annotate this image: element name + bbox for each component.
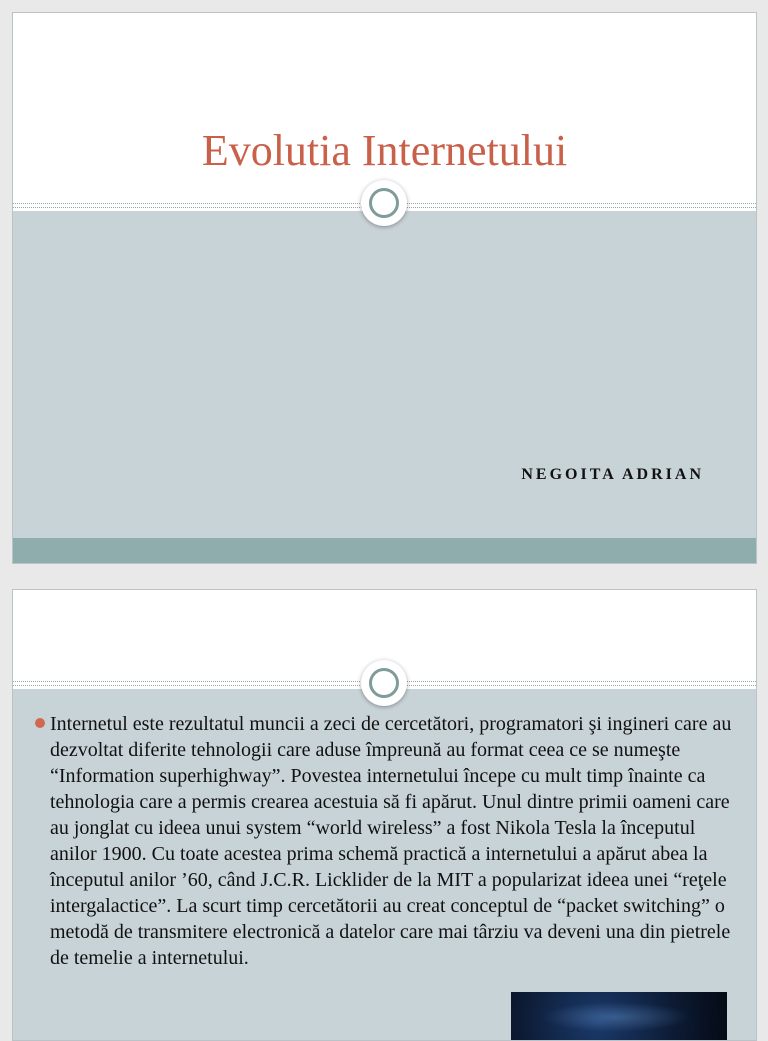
bullet-text: Internetul este rezultatul muncii a zeci de cercetători, programatori şi ingineri care au dezvoltat diferite tehnologii care aduse împreună au format ceea ce se numeşte “Information superhighway”. Povestea internetului începe cu mult timp înainte ca tehnologia care a permis crearea acestuia să fi apărut. Unul dintre primii oameni care au jonglat cu ideea unui system “world wireless” a fost Nikola Tesla la începutul anilor 1900. Cu toate acestea prima schemă practică a internetului a apărut abea la începutul anilor ’60, când J.C.R. Licklider de la MIT a popularizat ideea unei “reţele intergalactice”. La scurt timp cercetătorii au creat conceptul de “packet switching” o metodă de transmitere electronică a datelor care mai târziu va deveni una din pietrele de temelie a internetului. [50, 713, 732, 969]
circle-ring-icon [361, 660, 407, 706]
internet-image [511, 992, 727, 1041]
circle-ring-icon [361, 180, 407, 226]
title-slide [12, 12, 757, 564]
footer-bar [13, 538, 756, 563]
content-slide [12, 589, 757, 1041]
content-panel [13, 211, 756, 538]
bullet-item [35, 711, 735, 971]
bullet-dot-icon [35, 718, 45, 728]
author-name: NEGOITA ADRIAN [521, 466, 704, 483]
slide-title: Evolutia Internetului [201, 126, 568, 175]
